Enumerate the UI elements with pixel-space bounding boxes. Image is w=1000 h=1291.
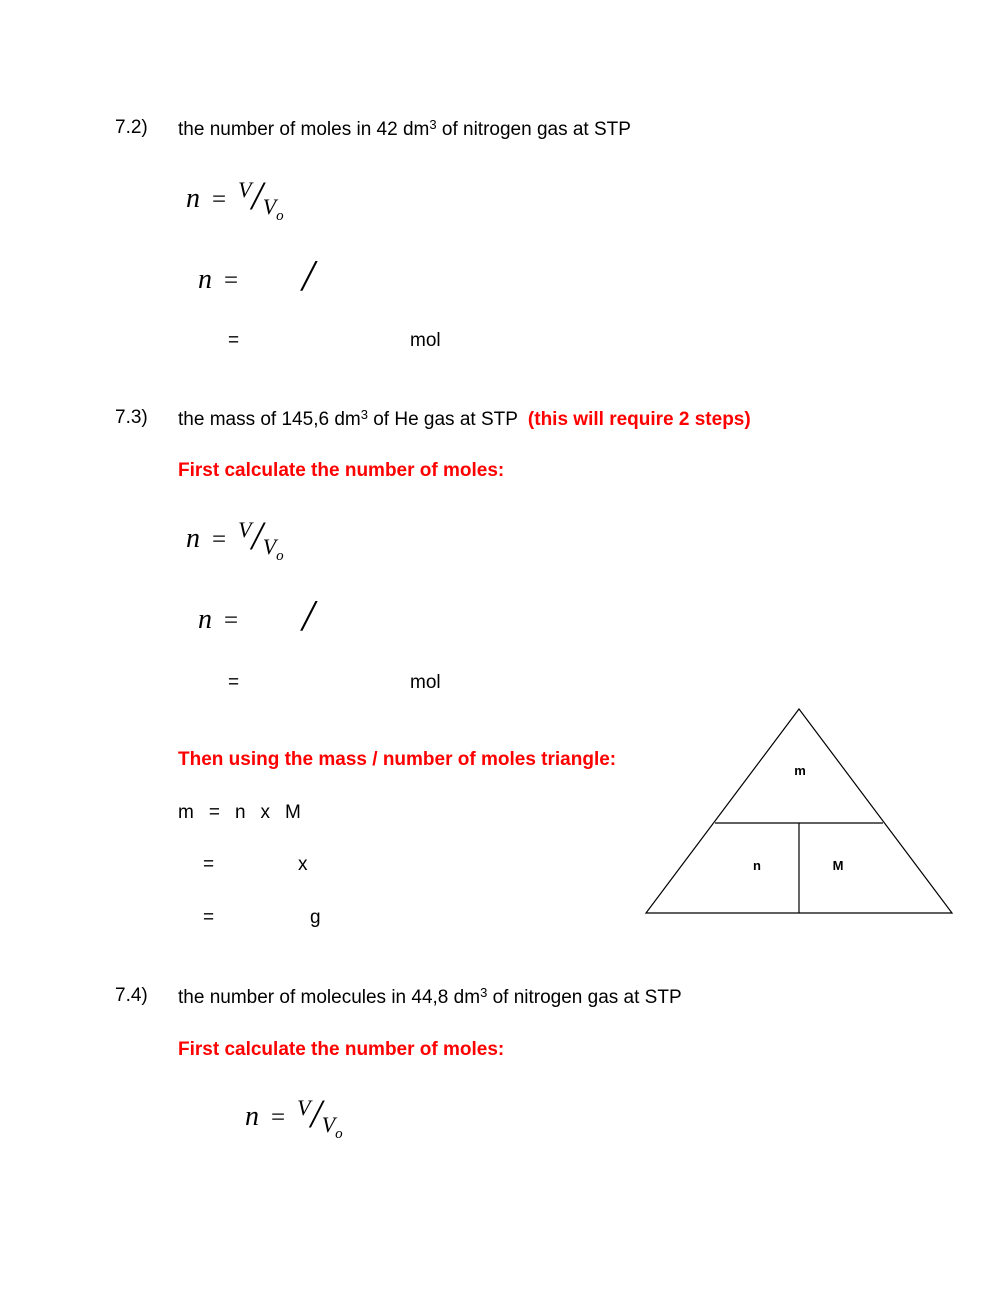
question-7-4: [115, 985, 682, 1009]
formula-var-n: n: [245, 1101, 259, 1132]
instruction-first-calculate-1: First calculate the number of moles:: [178, 460, 505, 481]
triangle-label-n: n: [753, 858, 761, 873]
question-7-3-text-post: of He gas at STP: [367, 409, 518, 430]
formula-var-n: n: [198, 604, 212, 635]
equals-sign: =: [212, 186, 227, 213]
formula-numerator-V: V: [238, 517, 252, 542]
equals-sign: =: [224, 267, 239, 294]
mass-equation-m: m: [178, 802, 194, 823]
fraction-slash: /: [251, 513, 263, 558]
formula-var-n: n: [186, 523, 200, 554]
mass-equation-M: M: [285, 802, 301, 823]
question-7-4-text-pre: the number of molecules in 44,8 dm: [178, 987, 481, 1008]
equals-sign: =: [228, 330, 240, 351]
unit-g: g: [310, 907, 321, 928]
equals-sign: =: [212, 526, 227, 553]
mass-equation: [178, 802, 301, 824]
formula-denominator-V: V: [262, 194, 277, 219]
question-7-3-superscript: 3: [360, 407, 368, 422]
multiply-sign: x: [260, 802, 271, 823]
unit-mol: mol: [410, 330, 441, 351]
answer-line-g: [0, 907, 640, 931]
answer-blank-fraction-2: [198, 588, 314, 639]
equals-sign: =: [203, 907, 215, 928]
question-7-3-text-pre: the mass of 145,6 dm: [178, 409, 361, 430]
answer-line-mol-1: [0, 330, 1000, 354]
question-7-3-text: [178, 407, 751, 431]
equals-sign: =: [224, 607, 239, 634]
multiply-sign: x: [298, 854, 308, 875]
instruction-first-calculate-2: First calculate the number of moles:: [178, 1039, 505, 1060]
question-7-4-number: 7.4): [115, 985, 148, 1006]
fraction-slash: /: [251, 173, 263, 218]
formula-n-equals-v-over-vo-1: [186, 170, 284, 224]
answer-line-mol-2: [0, 672, 1000, 696]
triangle-label-M: M: [832, 858, 844, 873]
formula-n-equals-v-over-vo-3: [245, 1088, 343, 1142]
formula-numerator-V: V: [238, 177, 252, 202]
formula-n-equals-v-over-vo-2: [186, 510, 284, 564]
blank-fraction-slash: /: [302, 251, 315, 300]
mass-equation-n: n: [234, 802, 246, 823]
equals-sign: =: [208, 802, 220, 823]
question-7-2-text-post: of nitrogen gas at STP: [436, 119, 631, 140]
question-7-4-superscript: 3: [480, 985, 488, 1000]
fraction-slash: /: [310, 1091, 322, 1136]
triangle-label-m: m: [794, 763, 806, 778]
answer-line-x: [0, 854, 640, 878]
instruction-then-triangle: Then using the mass / number of moles triangle:: [178, 749, 617, 770]
question-7-2-number: 7.2): [115, 117, 148, 138]
question-7-3-red-note: (this will require 2 steps): [527, 409, 751, 430]
formula-denominator-sub-o: o: [335, 1126, 343, 1142]
formula-var-n: n: [198, 264, 212, 295]
question-7-4-text: [178, 985, 682, 1009]
mass-moles-triangle: [640, 703, 958, 921]
equals-sign: =: [203, 854, 215, 875]
question-7-2-superscript: 3: [429, 117, 437, 132]
formula-denominator-sub-o: o: [276, 548, 284, 564]
equals-sign: =: [271, 1104, 286, 1131]
formula-var-n: n: [186, 183, 200, 214]
question-7-3: [115, 407, 751, 431]
question-7-3-number: 7.3): [115, 407, 148, 428]
equals-sign: =: [228, 672, 240, 693]
formula-numerator-V: V: [297, 1095, 311, 1120]
formula-denominator-V: V: [321, 1112, 336, 1137]
formula-denominator-V: V: [262, 534, 277, 559]
question-7-4-text-post: of nitrogen gas at STP: [487, 987, 682, 1008]
blank-fraction-slash: /: [302, 591, 315, 640]
formula-denominator-sub-o: o: [276, 208, 284, 224]
answer-blank-fraction-1: [198, 248, 314, 299]
unit-mol: mol: [410, 672, 441, 693]
question-7-2-text: [178, 117, 631, 141]
question-7-2: [115, 117, 631, 141]
question-7-2-text-pre: the number of moles in 42 dm: [178, 119, 430, 140]
